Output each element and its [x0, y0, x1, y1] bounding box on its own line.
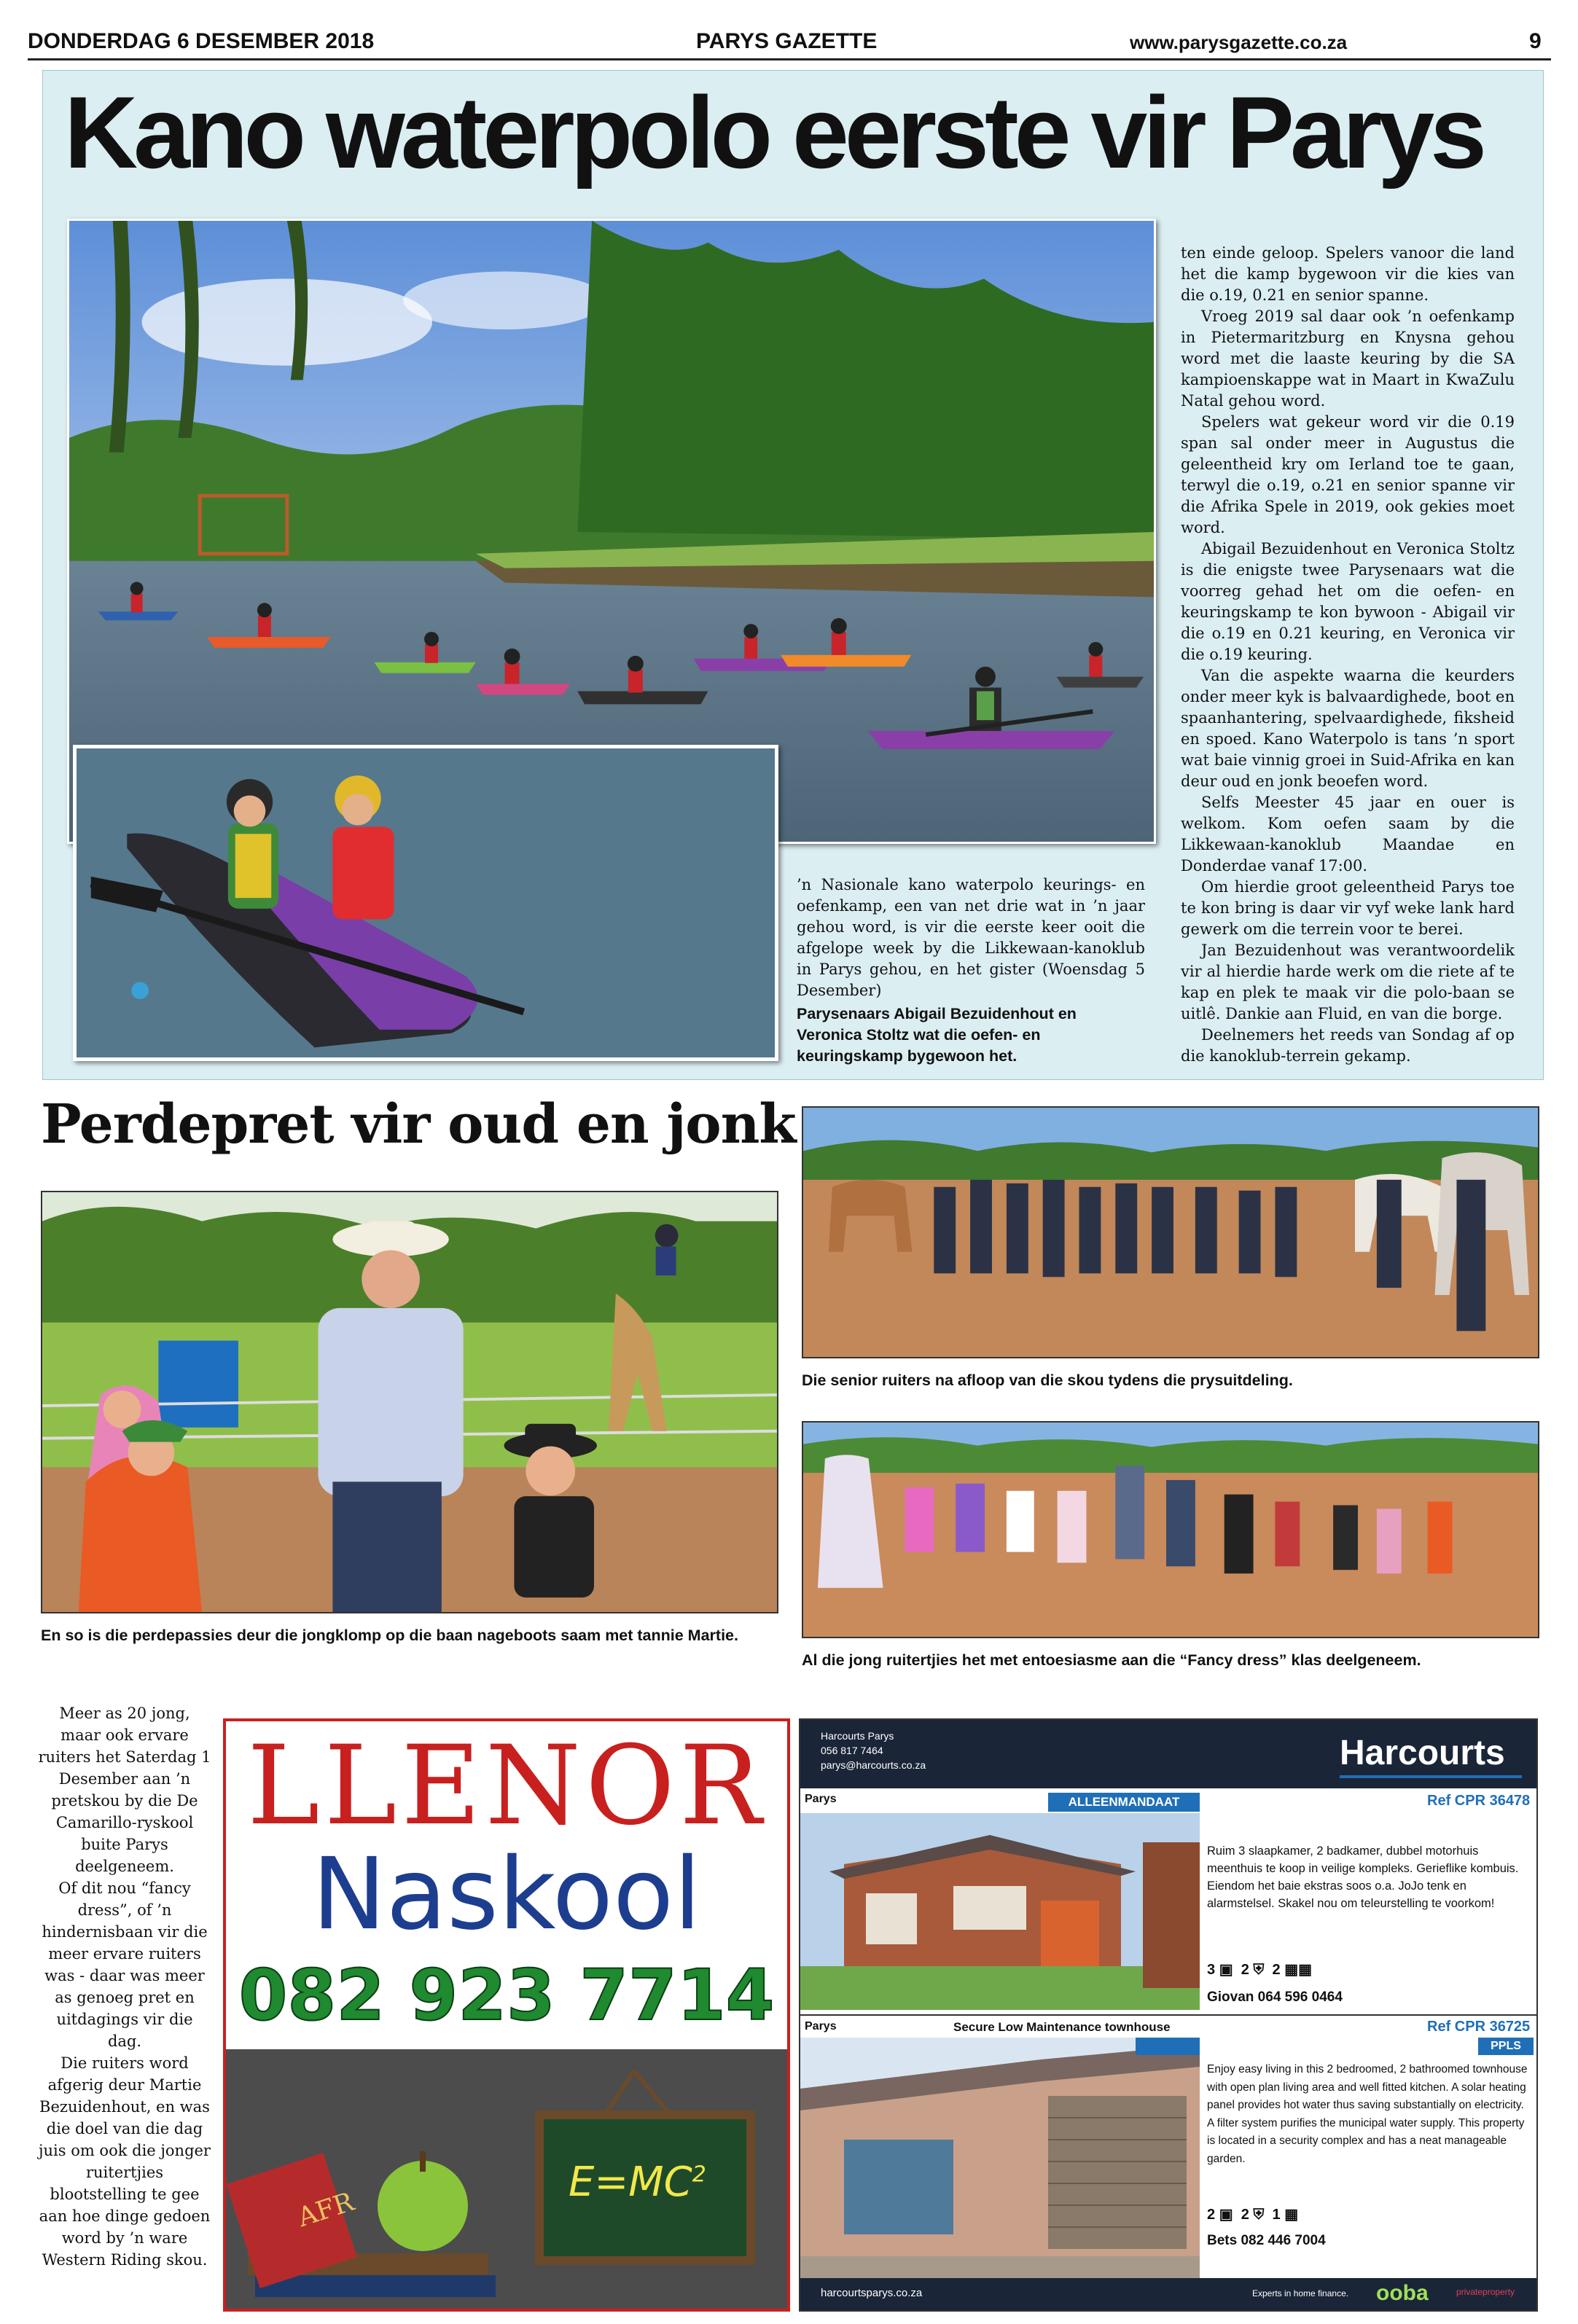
listing1-agent[interactable]: Giovan 064 596 0464 [1207, 1990, 1343, 2005]
article2-paragraph: Of dit nou “fancy dress”, of ’n hindernisbaan vir die meer ervare ruiters was - daar was meer as genoeg pret en uitdagings vir die dag. [42, 1879, 208, 2050]
listing2-title: Secure Low Maintenance townhouse [953, 2020, 1171, 2034]
listing2-ref[interactable]: Ref CPR 36725 [1427, 2019, 1531, 2035]
listing2-agent[interactable]: Bets 082 446 7004 [1207, 2233, 1326, 2248]
article1-column [1181, 243, 1515, 1067]
bath-icon: ⛨ [1253, 1962, 1265, 1978]
listing1-ref[interactable]: Ref CPR 36478 [1427, 1793, 1531, 1809]
listing2-photo [800, 2038, 1200, 2278]
article1-headline: Kano waterpolo eerste vir Parys [64, 75, 1483, 189]
listing1-garages: 2 [1272, 1962, 1281, 1978]
listing2-beds: 2 [1207, 2207, 1216, 2223]
garage-icon: ▦ [1284, 2207, 1299, 2223]
chalkboard-illustration [226, 2049, 787, 2312]
listing2-description: Enjoy easy living in this 2 bedroomed, 2 bathroomed townhouse with open plan living area and well fitted kitchen. A solar heating panel provides hot water thus saving substantially on electricity. A filter system purifies the municipal water supply. This property is located in a security complex and has a neat manageable garden. [1207, 2063, 1528, 2165]
bath-icon: ⛨ [1253, 2207, 1265, 2223]
listing1-description: Ruim 3 slaapkamer, 2 badkamer, dubbel motorhuis meenthuis te koop in veilige kompleks. Gerieflike kombuis. Eiendom het baie ekstras soos o.a. JoJo tenk en alarmstelsel. Skakel nou om teleurstelling te voorkom! [1207, 1844, 1519, 1910]
llenor-phone[interactable]: 082 923 7714 [238, 1955, 775, 2036]
abigail-veronica-photo [73, 745, 778, 1061]
article2-column [38, 1702, 211, 2271]
article1-paragraph: Van die aspekte waarna die keurders onder meer kyk is balvaardighede, boot en spaanhantering, spelvaardighede, fiksheid en spoed. Kano Waterpolo is tans ’n sport wat baie vinnig groei in Suid-Afrika en kan deur oud en jonk beoefen word. [1181, 667, 1515, 790]
llenor-name: LLENOR [247, 1723, 766, 1850]
listing-divider [800, 2014, 1536, 2016]
listing2-badge: PPLS [1478, 2038, 1534, 2055]
privateproperty-logo: privateproperty [1456, 2287, 1515, 2297]
article2-paragraph: Meer as 20 jong, maar ook ervare ruiters het Saterdag 1 Desember aan ’n pretskou by die De Camarillo-ryskool buite Parys deelgeneem. [38, 1705, 211, 1875]
listing1-photo [800, 1813, 1200, 2010]
listing2-town: Parys [805, 2020, 837, 2032]
listing1-badge: ALLEENMANDAAT [1048, 1793, 1200, 1812]
harcourts-footer [800, 2278, 1536, 2310]
listing1-town: Parys [805, 1793, 837, 1805]
listing2-baths: 2 [1241, 2207, 1249, 2223]
listing1-baths: 2 [1241, 1962, 1249, 1978]
article1-paragraph: Selfs Meester 45 jaar en ouer is welkom. Kom oefen saam by die Likkewaan-kanoklub Maandae en Donderdae vanaf 17:00. [1181, 794, 1515, 875]
footer-tagline: Experts in home finance. [1252, 2288, 1349, 2298]
harcourts-logo-underline [1340, 1775, 1522, 1778]
children-horse-dance-photo [41, 1191, 778, 1613]
chalkboard-formula [569, 2159, 706, 2206]
ooba-logo: ooba [1376, 2281, 1429, 2305]
harcourts-header [800, 1720, 1536, 1788]
article1-paragraph: Jan Bezuidenhout was verantwoordelik vir al hierdie harde werk om die riete af te kap en plek te maak vir die polo-baan se uitlê. Dankie aan Fluid, en van die borge. [1181, 942, 1515, 1022]
page-number: 9 [1529, 29, 1542, 53]
bed-icon: ▣ [1219, 2207, 1233, 2223]
article1-photo-caption: Parysenaars Abigail Bezuidenhout en Veronica Stoltz wat die oefen- en keuringskamp bygewoon het. [797, 1005, 1077, 1065]
article1-paragraph: Abigail Bezuidenhout en Veronica Stoltz is die enigste twee Parysenaars wat die voorreg gehad het om die oefen- en keuringskamp te kon bywoon - Abigail vir die o.19 en 0.21 keuring, en Veronica vir die o.19 keuring. [1181, 540, 1515, 663]
masthead-rule [28, 58, 1551, 60]
chalkboard-formula-text: E=MC [569, 2159, 692, 2206]
harcourts-office: Harcourts Parys [821, 1730, 894, 1742]
article2-caption-left: En so is die perdepassies deur die jongklomp op die baan nageboots saam met tannie Martie. [41, 1627, 738, 1644]
masthead-date: DONDERDAG 6 DESEMBER 2018 [28, 29, 375, 53]
book-label: AFR [294, 2186, 358, 2234]
listing1-features [1207, 1960, 1312, 1979]
llenor-naskool-ad [223, 1718, 790, 2312]
masthead-paper: PARYS GAZETTE [696, 29, 878, 53]
article2-caption-right-bottom: Al die jong ruitertjies het met entoesiasme aan die “Fancy dress” klas deelgeneem. [802, 1651, 1421, 1669]
footer-url[interactable]: harcourtsparys.co.za [821, 2287, 923, 2299]
senior-riders-photo [802, 1106, 1539, 1358]
article1-paragraph: ten einde geloop. Spelers vanoor die land het die kamp bygewoon vir die kies van die o.19, 0.21 en senior spanne. [1181, 244, 1515, 304]
garage-icon: ▦▦ [1284, 1962, 1313, 1978]
bed-icon: ▣ [1219, 1962, 1233, 1978]
chalkboard-formula-exponent: 2 [692, 2161, 706, 2188]
listing2-features [1207, 2205, 1298, 2223]
article1-intro: ’n Nasionale kano waterpolo keurings- en oefenkamp, een van net drie wat in ’n jaar gehou word, is vir die eerste keer ooit die afgelope week by die Likkewaan-kanoklub in Parys gehou, en het gister (Woensdag 5 Desember) [797, 876, 1145, 999]
masthead-url[interactable]: www.parysgazette.co.za [1130, 31, 1348, 53]
harcourts-email[interactable]: parys@harcourts.co.za [821, 1759, 926, 1771]
article1-paragraph: Deelnemers het reeds van Sondag af op die kanoklub-terrein gekamp. [1181, 1026, 1515, 1065]
harcourts-phone[interactable]: 056 817 7464 [821, 1745, 883, 1756]
article1-paragraph: Om hierdie groot geleentheid Parys toe te kon bring is daar vir vyf weke lank hard gewerk om die terrein voor te berei. [1181, 878, 1515, 938]
harcourts-ad [799, 1718, 1538, 2312]
article1-paragraph: Vroeg 2019 sal daar ook ’n oefenkamp in Pietermaritzburg en Knysna gehou word met die laaste keuring by die SA kampioenskappe wat in Maart in KwaZulu Natal gehou word. [1181, 308, 1515, 410]
article2-headline: Perdepret vir oud en jonk [41, 1093, 796, 1156]
harcourts-logo: Harcourts [1340, 1734, 1505, 1772]
article2-paragraph: Die ruiters word afgerig deur Martie Bezuidenhout, en was die doel van die dag juis om ook die jonger ruitertjies blootstelling te gee aan hoe dinge gedoen word by ’n ware Western Riding skou. [39, 2054, 211, 2269]
listing1-beds: 3 [1207, 1962, 1216, 1978]
article1-paragraph: Spelers wat gekeur word vir die 0.19 span sal onder meer in Augustus die geleentheid kry om Ierland toe te gaan, terwyl die o.19, o.21 en senior spanne vir die Afrika Spele in 2019, ook gekies moet word. [1181, 413, 1515, 536]
article2-caption-right-top: Die senior ruiters na afloop van die skou tydens die prysuitdeling. [802, 1372, 1293, 1389]
llenor-naskool: Naskool [311, 1837, 702, 1952]
listing2-garages: 1 [1272, 2207, 1281, 2223]
fancy-dress-photo [802, 1421, 1539, 1638]
